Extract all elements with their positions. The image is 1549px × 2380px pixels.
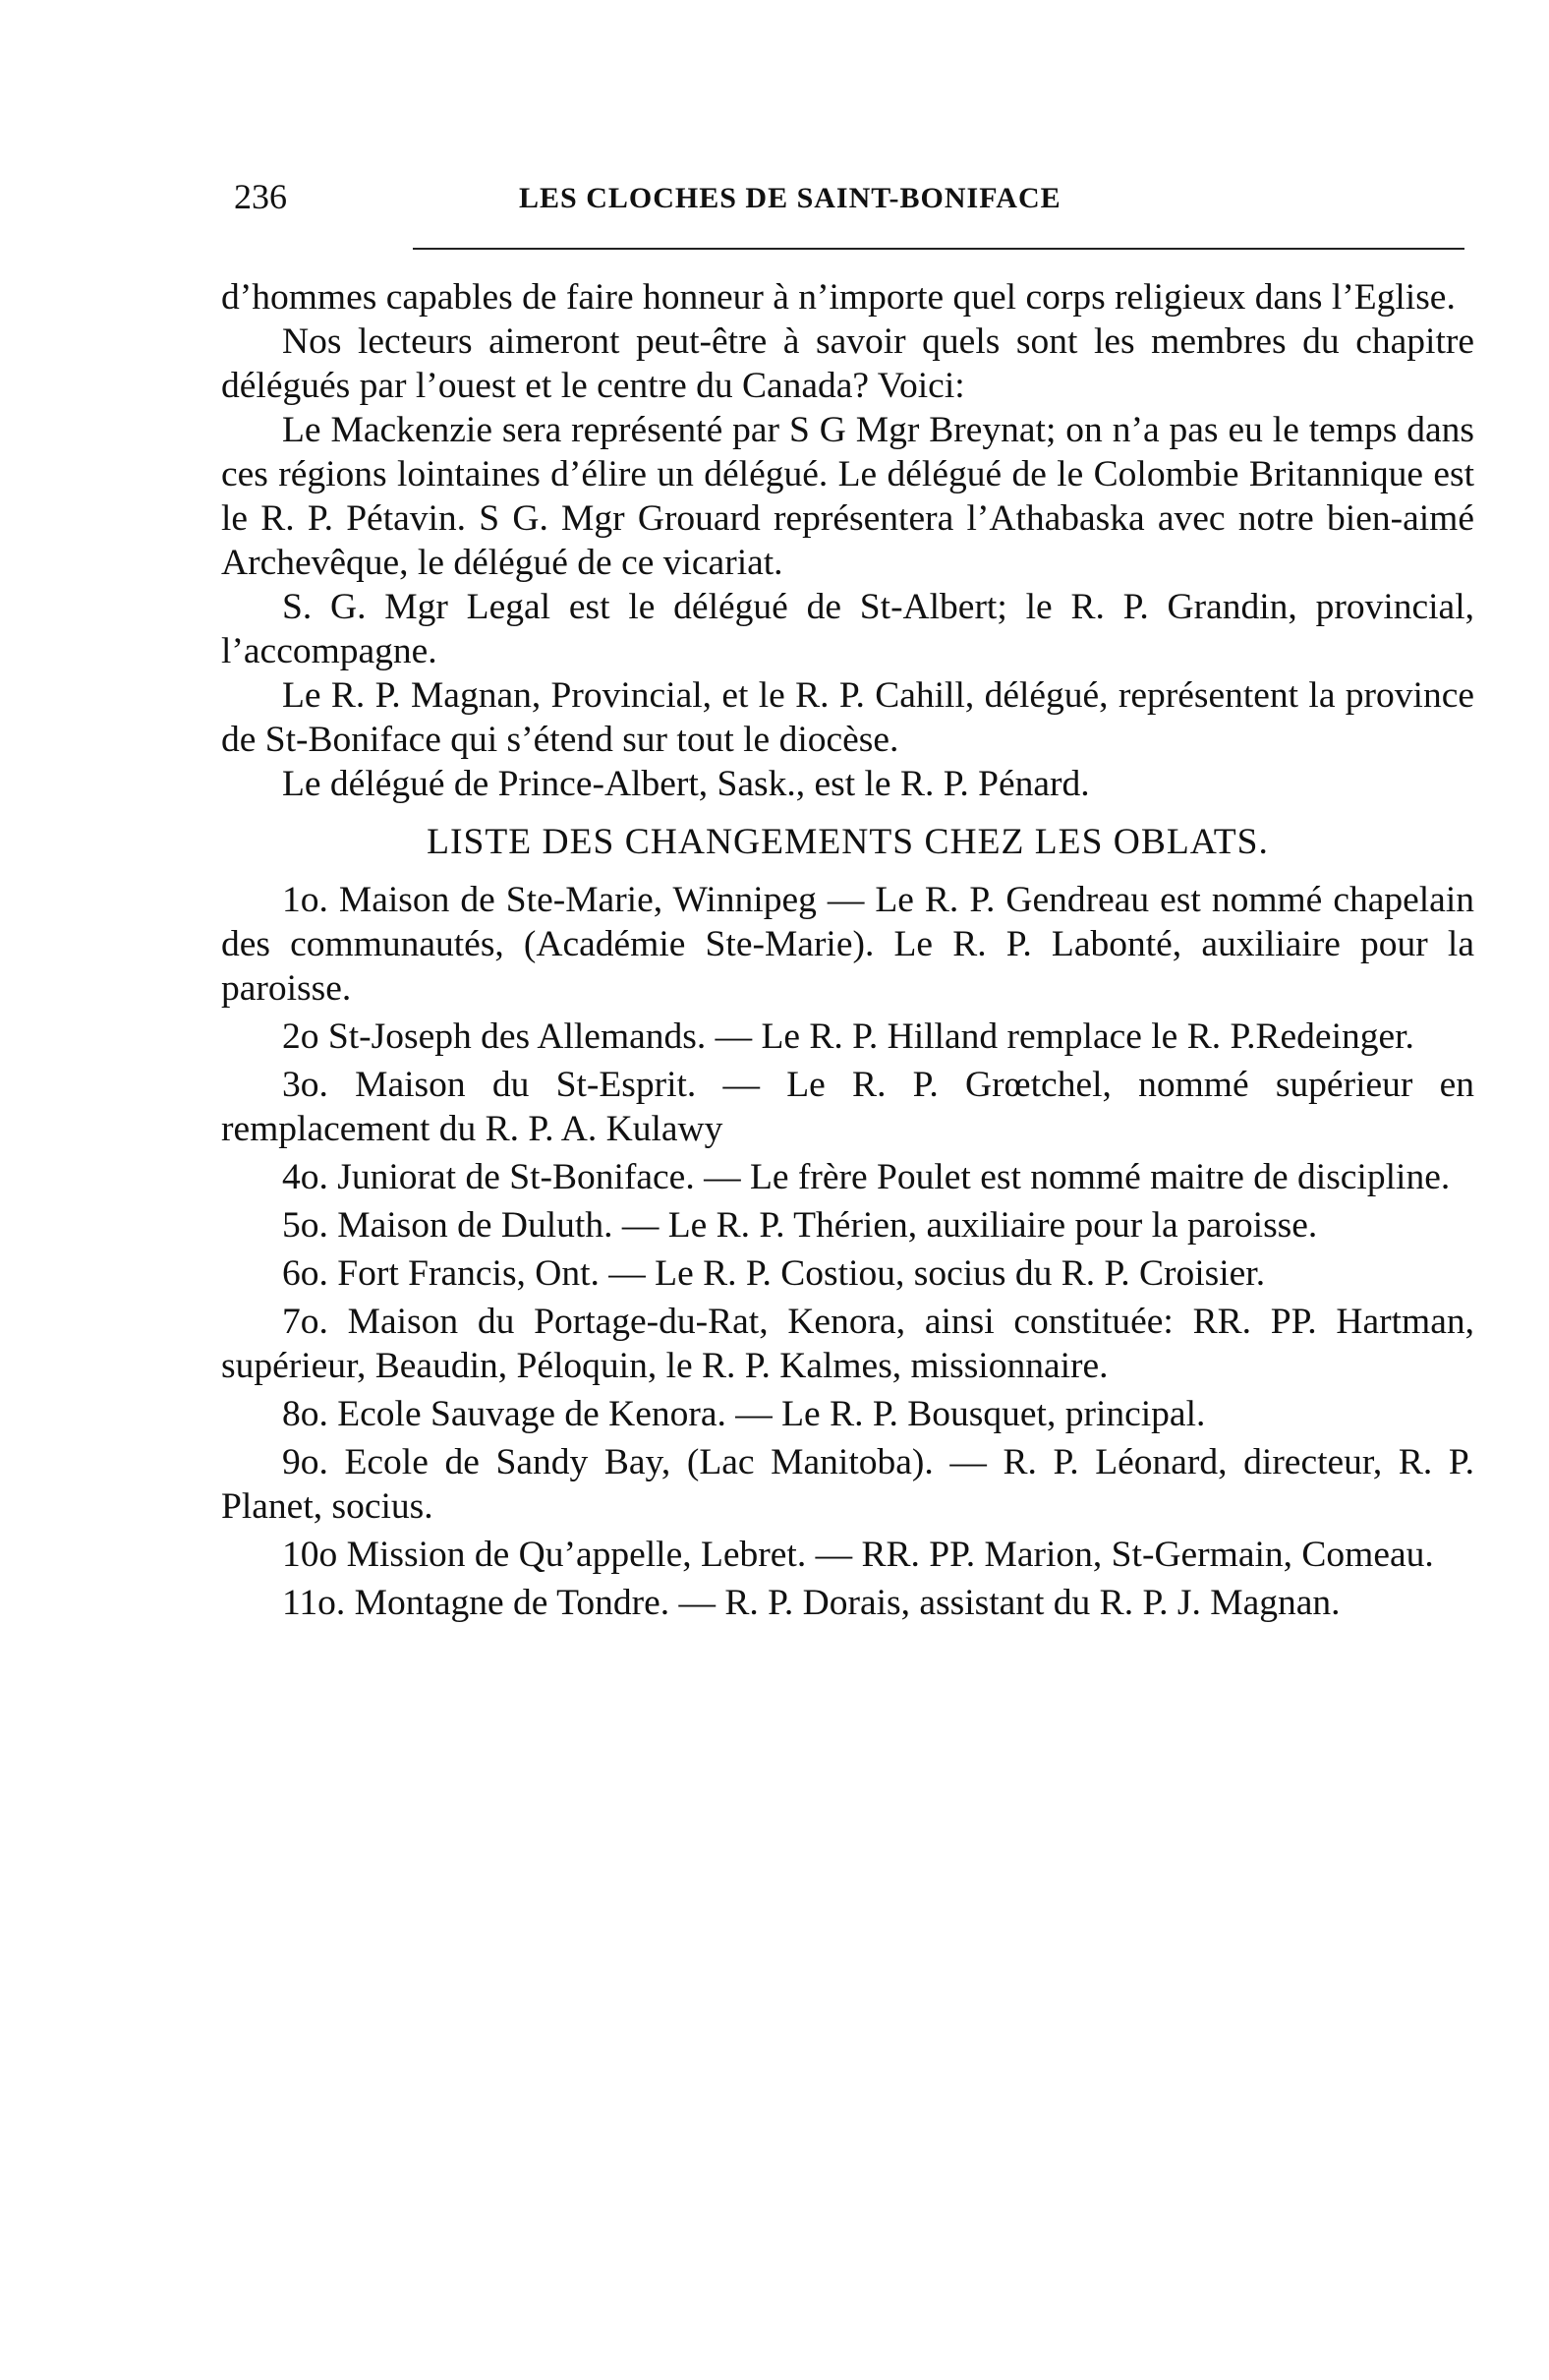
list-item: 2o St-Joseph des Allemands. — Le R. P. Hilland remplace le R. P.Redeinger. [282,1016,1414,1057]
list-item: 11o. Montagne de Tondre. — R. P. Dorais, assistant du R. P. J. Magnan. [282,1583,1341,1623]
list-item: 10o Mission de Qu’appelle, Lebret. — RR. PP. Marion, St-Germain, Comeau. [282,1535,1434,1575]
page-body [221,275,1474,1625]
list-item: 1o. Maison de Ste-Marie, Winnipeg — Le R. P. Gendreau est nommé chapelain des communautés, (Académie Ste-Marie). Le R. P. Labonté, auxiliaire pour la paroisse. [221,880,1474,1009]
list-item: 3o. Maison du St-Esprit. — Le R. P. Grœtchel, nommé supérieur en remplacement du R. P. A. Kulawy [221,1065,1474,1149]
list-item: 6o. Fort Francis, Ont. — Le R. P. Costiou, socius du R. P. Croisier. [282,1253,1266,1294]
paragraph: Nos lecteurs aimeront peut-être à savoir quels sont les membres du chapitre délégués par l’ouest et le centre du Canada? Voici: [221,321,1474,406]
paragraph: Le R. P. Magnan, Provincial, et le R. P. Cahill, délégué, représentent la province de St-Boniface qui s’étend sur tout le diocèse. [221,675,1474,760]
list-item: 5o. Maison de Duluth. — Le R. P. Thérien, auxiliaire pour la paroisse. [282,1205,1318,1246]
list-item: 8o. Ecole Sauvage de Kenora. — Le R. P. Bousquet, principal. [282,1394,1206,1434]
paragraph: Le Mackenzie sera représenté par S G Mgr Breynat; on n’a pas eu le temps dans ces régions lointaines d’élire un délégué. Le délégué de le Colombie Britannique est le R. P. Pétavin. S G. Mgr Grouard représentera l’Athabaska avec notre bien-aimé Archevêque, le délégué de ce vicariat. [221,410,1474,583]
paragraph: S. G. Mgr Legal est le délégué de St-Albert; le R. P. Grandin, provincial, l’accompagne. [221,587,1474,671]
page-number: 236 [234,177,287,216]
list-item: 9o. Ecole de Sandy Bay, (Lac Manitoba). — R. P. Léonard, directeur, R. P. Planet, socius. [221,1442,1474,1527]
running-head: LES CLOCHES DE SAINT-BONIFACE [519,182,1061,214]
list-item: 4o. Juniorat de St-Boniface. — Le frère Poulet est nommé maitre de discipline. [282,1157,1451,1197]
paragraph: Le délégué de Prince-Albert, Sask., est le R. P. Pénard. [282,764,1090,804]
paragraph: d’hommes capables de faire honneur à n’importe quel corps religieux dans l’Eglise. [221,277,1456,318]
header-rule [413,248,1464,250]
section-heading: LISTE DES CHANGEMENTS CHEZ LES OBLATS. [427,822,1269,862]
list-item: 7o. Maison du Portage-du-Rat, Kenora, ainsi constituée: RR. PP. Hartman, supérieur, Beaudin, Péloquin, le R. P. Kalmes, missionnaire. [221,1302,1474,1386]
page-header [214,177,1457,216]
